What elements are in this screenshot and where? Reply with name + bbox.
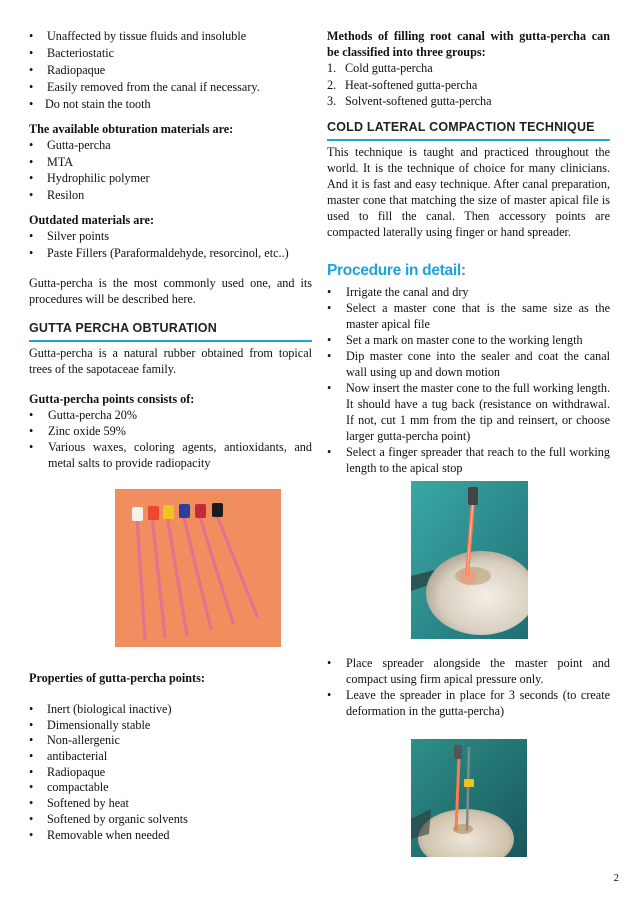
list-item: • Paste Fillers (Paraformaldehyde, resorcinol, etc..)	[29, 245, 289, 260]
list-item: • Select a master cone that is the same size as the master apical file	[327, 301, 610, 331]
list-item: • Gutta-percha	[29, 138, 111, 152]
available-materials-list	[29, 137, 312, 203]
section-heading-gutta-percha: GUTTA PERCHA OBTURATION	[29, 321, 217, 335]
technique-paragraph: This technique is taught and practiced throughout the world. It is the technique of choice for many clinicians. And it is fast and easy technique. After canal preparation, master cone that matching the size of master apical file is used to fill the canal. Then accessory points are compacted laterally using finger or hand spreader.	[327, 145, 610, 239]
list-item: • Removable when needed	[29, 827, 170, 842]
list-item: • Irrigate the canal and dry	[327, 285, 469, 299]
list-item: • Dimensionally stable	[29, 717, 151, 732]
list-item: • MTA	[29, 154, 74, 169]
list-item: 2. Heat-softened gutta-percha	[327, 77, 478, 92]
list-item: • Softened by heat	[29, 796, 129, 811]
list-item: • Dip master cone into the sealer and coat the canal wall using up and down motion	[327, 349, 610, 379]
list-item: • Bacteriostatic	[29, 46, 115, 60]
spreader-clinical-photo	[411, 739, 527, 857]
list-item: • Hydrophilic polymer	[29, 171, 150, 185]
list-item: • Resilon	[29, 187, 85, 202]
composition-heading: Gutta-percha points consists of:	[29, 392, 195, 406]
list-item: • Place spreader alongside the master point and compact using firm apical pressure only.	[327, 656, 610, 686]
list-item: 1. Cold gutta-percha	[327, 61, 433, 75]
list-item: • Zinc oxide 59%	[29, 424, 126, 438]
list-item: • Various waxes, coloring agents, antioxidants, and metal salts to provide radiopacity	[29, 440, 312, 470]
list-item: • Unaffected by tissue fluids and insoluble	[29, 29, 247, 43]
list-item: • Radiopaque	[29, 63, 106, 77]
list-item: 3. Solvent-softened gutta-percha	[327, 94, 492, 108]
list-item: • Now insert the master cone to the full working length. It should have a tug back (resistance on withdrawal. If not, cut 1 mm from the tip and reinsert, or choose larger gutta-percha point)	[327, 381, 611, 443]
list-item: • antibacterial	[29, 749, 108, 764]
list-item: • compactable	[29, 780, 109, 795]
list-item: • Easily removed from the canal if necessary.	[29, 80, 260, 94]
list-item: • Do not stain the tooth	[29, 97, 151, 111]
procedure-heading: Procedure in detail:	[327, 262, 466, 279]
composition-list	[29, 407, 312, 471]
page-number: 2	[613, 872, 619, 884]
list-item: • Set a mark on master cone to the working length	[327, 333, 583, 347]
section-heading-cold-lateral: COLD LATERAL COMPACTION TECHNIQUE	[327, 120, 595, 134]
properties-heading: Properties of gutta-percha points:	[29, 671, 205, 685]
list-item: • Softened by organic solvents	[29, 811, 188, 826]
heading-underline	[327, 139, 610, 141]
list-item: • Gutta-percha 20%	[29, 408, 137, 422]
procedure-list	[327, 284, 610, 476]
list-item: • Leave the spreader in place for 3 seconds (to create deformation in the gutta-percha)	[327, 688, 610, 718]
properties-list	[29, 701, 312, 842]
available-materials-heading: The available obturation materials are:	[29, 122, 234, 136]
outdated-materials-list	[29, 228, 312, 261]
outdated-materials-heading: Outdated materials are:	[29, 213, 155, 227]
gutta-percha-points-photo	[115, 489, 281, 647]
list-item: • Non-allergenic	[29, 733, 120, 748]
gutta-percha-description: Gutta-percha is a natural rubber obtained from topical trees of the sapotaceae family.	[29, 346, 312, 376]
heading-underline	[29, 340, 312, 342]
methods-list	[327, 60, 610, 110]
spreader-list	[327, 655, 610, 719]
list-item: • Inert (biological inactive)	[29, 702, 172, 716]
list-item: • Silver points	[29, 229, 109, 243]
list-item: • Select a finger spreader that reach to the full working length to the apical stop	[327, 445, 610, 475]
master-cone-clinical-photo	[411, 481, 528, 639]
intro-paragraph: Gutta-percha is the most commonly used one, and its procedures will be described here.	[29, 276, 312, 306]
methods-heading: Methods of filling root canal with gutta-percha can be classified into three groups:	[327, 29, 610, 59]
property-bullet-list	[29, 28, 312, 113]
list-item: • Radiopaque	[29, 764, 106, 779]
